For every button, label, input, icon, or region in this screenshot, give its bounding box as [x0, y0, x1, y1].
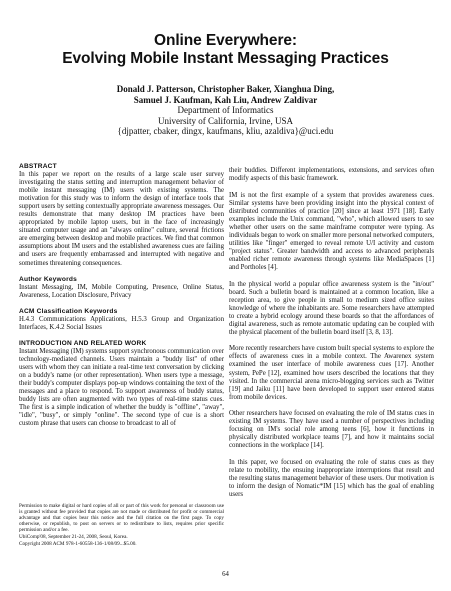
permission-notice: Permission to make digital or hard copies of all or part of this work for personal or classroom use is granted without fee provided that copies are not made or distributed for profit or commercial advantage and that copies bear this notice and the full citation on the first page. To copy otherwise, or republish, to post on servers or to redistribute to lists, requires prior specific permission and/or a fee.	[19, 503, 224, 533]
body-paragraph: In this paper, we focused on evaluating the role of status cues as they relate to mobility, the ensuing inappropriate interruptions that result and the resulting status management behavior of these users. Our motivation is to inform the design of Nomatic*IM [15] which has the goal of enabling users	[229, 458, 434, 499]
keywords-section	[19, 276, 224, 300]
page-number: 64	[222, 571, 229, 578]
body-paragraph: More recently researchers have custom built special systems to explore the effects of awareness cues in a mobile context. The Awarenex system examined the user interface of mobile awareness cues [17]. Another system, PePe [12], examined how users described the locations that they visited. In the commercial arena micro-blogging services such as Twitter [19] and Jaiku [11] have been developed to support user entered status from mobile devices.	[229, 345, 434, 401]
left-column	[19, 163, 224, 436]
author-names-line-2: Samuel J. Kaufman, Kah Liu, Andrew Zaldivar	[133, 94, 318, 105]
abstract-section	[19, 163, 224, 268]
intro-section	[19, 340, 224, 428]
title-line-2: Evolving Mobile Instant Messaging Practices	[62, 50, 389, 67]
copyright-line: Copyright 2008 ACM 978-1-60558-136-1/08/09...$5.00.	[19, 541, 137, 548]
author-department: Department of Informatics	[177, 105, 274, 116]
intro-text: Instant Messaging (IM) systems support synchronous communication over technology-mediated channels. Users maintain a "buddy list" of other users with whom they can initiate a real-time text conversation by clicking on a buddy's name (or other representation). When users type a message, their buddy's computer displays pop-up windows containing the text of the messages and a place to respond. To support awareness of buddy status, buddy lists are often augmented with two types of real-time status cues. The first is a simple indication of whether the buddy is "offline", "away", "idle", "busy", or simply "online". The second type of cue is a short custom phrase that users can choose to broadcast to all of	[19, 347, 224, 428]
abstract-text: In this paper we report on the results of a large scale user survey investigating the status setting and interruption management behavior of mobile instant messaging (IM) users with existing systems. The motivation for this study was to inform the design of interface tools that support users by setting contextually appropriate awareness messages. Our results demonstrate that many desktop IM practices have been appropriated by mobile laptop users, but in the face of increasingly situated computer usage and an "always online" culture, several frictions are emerging between desktop and mobile practices. We find that common assumptions about IM users and the established awareness cues are failing and users are frequently embarrassed and interrupted with negative and sometimes threatening consequences.	[19, 171, 224, 267]
acm-text: H.4.3 Communications Applications, H.5.3 Group and Organization Interfaces, K.4.2 Social Issues	[19, 315, 224, 331]
author-block	[0, 84, 451, 137]
title-line-1: Online Everywhere:	[154, 32, 297, 49]
intro-heading: INTRODUCTION AND RELATED WORK	[19, 339, 147, 347]
keywords-heading: Author Keywords	[19, 275, 77, 283]
acm-section	[19, 308, 224, 332]
right-column	[229, 167, 434, 508]
abstract-heading: ABSTRACT	[19, 163, 57, 170]
author-university: University of California, Irvine, USA	[158, 115, 293, 126]
acm-heading: ACM Classification Keywords	[19, 307, 118, 315]
body-paragraph: their buddies. Different implementations, extensions, and services often modify aspects of this basic framework.	[229, 167, 434, 183]
body-paragraph: Other researchers have focused on evaluating the role of IM status cues in existing IM systems. They have used a number of perspectives including focusing on IM's social role among teens [6], how it functions in physically distributed workplace teams [7], and how it maintains social connections in the workplace [14].	[229, 410, 434, 450]
author-emails: {djpatter, cbaker, dingx, kaufmans, kliu, azaldiva}@uci.edu	[117, 126, 334, 137]
body-paragraph: IM is not the first example of a system that provides awareness cues. Similar systems have been providing insight into the physical context of distributed communities of practice [20] since at least 1971 [18]. Early examples include the Unix command, "who", which allowed users to see whether other users on the same mainframe computer were typing. As individuals began to work on smaller more personal networked computers, utilities like "finger" emerged to reveal remote U/I activity and custom "project status". Greater bandwidth and access to advanced peripherals enabled richer remote awareness through systems like MediaSpaces [1] and Portholes [4].	[229, 191, 434, 272]
author-names-line-1: Donald J. Patterson, Christopher Baker, Xianghua Ding,	[116, 84, 335, 94]
copyright-footnote	[19, 504, 224, 550]
body-paragraph: In the physical world a popular office awareness system is the "in/out" board. Such a bulletin board is maintained at a common location, like a reception area, to give people in small to medium sized office suites knowledge of where the inhabitants are. Some researchers have attempted to create a hybrid ecology around these boards so that the affordances of digital awareness, such as remote automatic updating can be coupled with the physical placement of the bulletin board itself [3, 8, 13].	[229, 280, 434, 336]
keywords-text: Instant Messaging, IM, Mobile Computing, Presence, Online Status, Awareness, Location Disclosure, Privacy	[19, 283, 224, 299]
conference-info: UbiComp'08, September 21-24, 2008, Seoul, Korea.	[19, 534, 128, 541]
